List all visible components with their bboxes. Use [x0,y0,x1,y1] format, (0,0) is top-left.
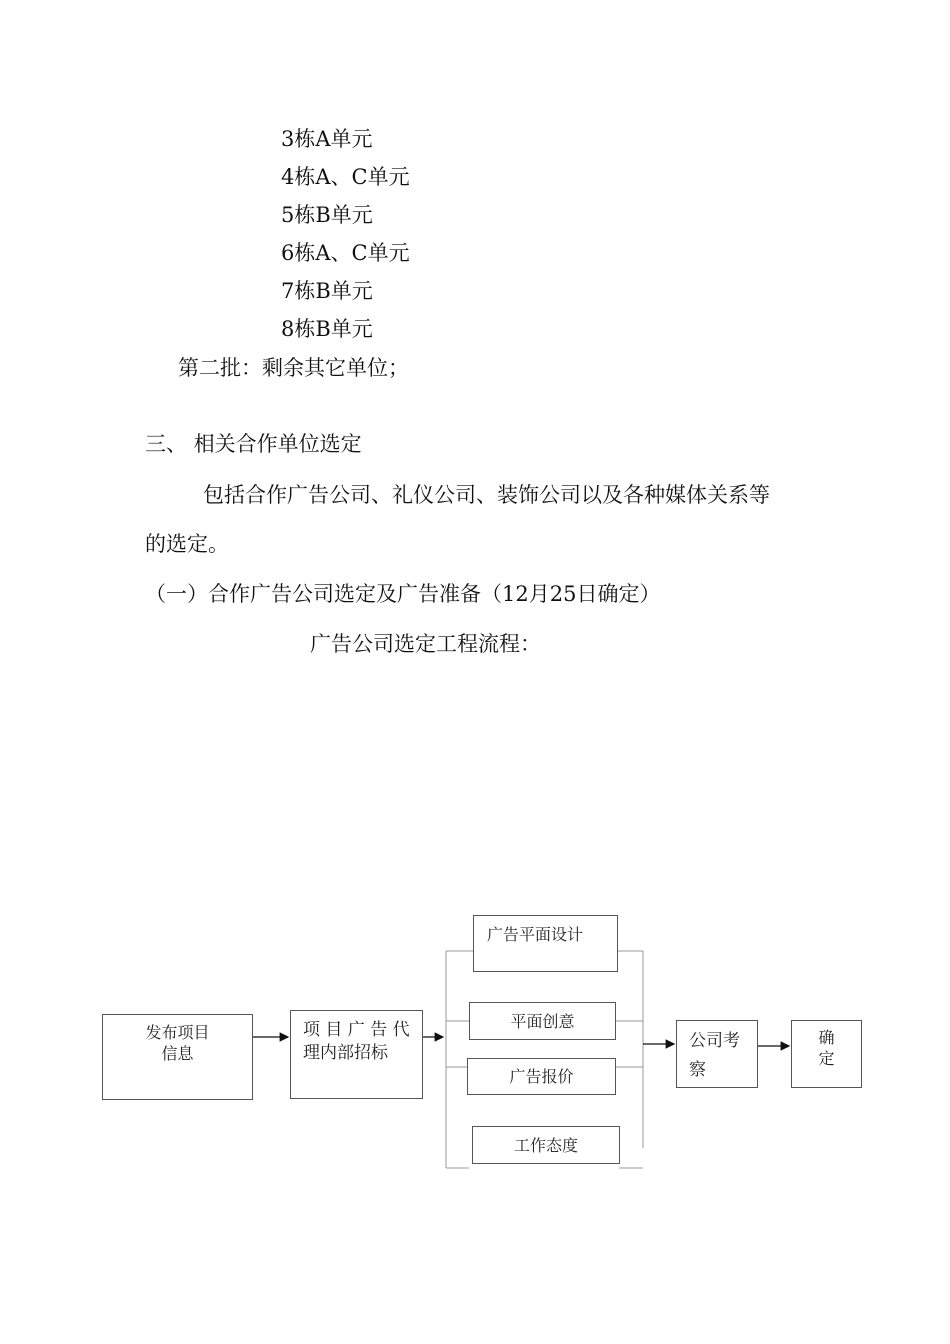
paragraph-line-2: 的选定。 [145,532,229,556]
criteria-creativity-box [469,1002,616,1040]
paragraph-line-1: 包括合作广告公司、礼仪公司、装饰公司以及各种媒体关系等 [203,483,770,507]
confirm-line1: 确 [818,1028,835,1047]
section-heading: 三、 相关合作单位选定 [145,432,362,456]
company-inspection-box [676,1020,758,1088]
publish-info-line2: 信息 [161,1044,194,1063]
criteria-attitude-box [472,1126,620,1164]
unit-item-1: 3栋A单元 [281,127,373,151]
criteria-creativity: 平面创意 [510,1012,575,1031]
internal-bidding-line2: 理内部招标 [303,1043,388,1063]
criteria-attitude: 工作态度 [513,1136,578,1155]
confirm-box [791,1020,862,1088]
company-inspection-line2: 察 [689,1060,706,1080]
publish-info-line1: 发布项目 [145,1023,210,1042]
confirm-line2: 定 [818,1049,835,1068]
batch-two-text: 第二批：剩余其它单位； [178,356,409,380]
internal-bidding-box [290,1010,423,1099]
criteria-quote: 广告报价 [509,1067,574,1086]
unit-item-4: 6栋A、C单元 [281,241,410,265]
unit-item-3: 5栋B单元 [281,203,373,227]
flow-title: 广告公司选定工程流程： [310,632,541,656]
internal-bidding-line1: 项 目 广 告 代 [303,1020,410,1040]
company-inspection-line1: 公司考 [689,1031,740,1051]
unit-item-6: 8栋B单元 [281,317,373,341]
criteria-graphic-design-box [473,915,618,972]
publish-info-box [102,1014,253,1100]
criteria-quote-box [467,1058,616,1095]
unit-item-5: 7栋B单元 [281,279,373,303]
unit-item-2: 4栋A、C单元 [281,165,410,189]
subsection-heading: （一）合作广告公司选定及广告准备（12月25日确定） [145,582,661,606]
criteria-graphic-design: 广告平面设计 [487,925,584,944]
